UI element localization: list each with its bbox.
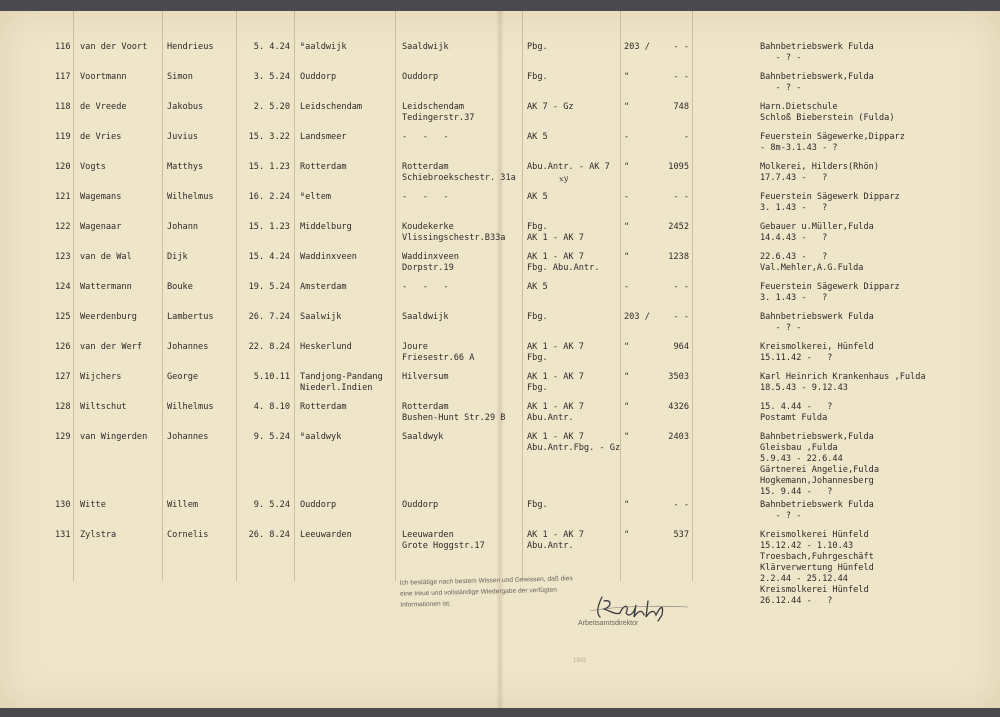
cell-address: Joure Friesestr.66 A: [402, 342, 475, 363]
cell-no: - -: [673, 500, 689, 510]
cell-pob: Heskerlund: [300, 342, 352, 352]
document-page: 116 van der Voort Hendrieus 5. 4.24 ᴮaaldwijk Saaldwijk Pbg. 203 / - - Bahnbetriebswerk Fulda - ? - 117 Voortmann Simon 3. 5.24 Ouddorp Ouddorp Fbg. " - - Bahnbetriebswerk,Fulda - ? - 118 de Vreede Jakobus 2. 5.20 Leidschendam Leidschendam Tedingerstr.37 AK 7 - Gz " 748 Harn.Dietschule Schloß Bieberstein (Fulda) 119 de Vries Juvius 15. 3.22 Landsmeer - - - AK 5 - - Feuerstein Sägewerke,Dipparz - 8m-3.1.43 - ? 120 Vogts Matthys 15. 1.23 Rotterdam Rotterdam Schiebroekschestr. 31a Abu.Antr. - AK 7 " 1095 Molkerei, Hilders(Rhön) 17.7.43 - ? 121 Wagemans Wilhelmus 16. 2.24 ᴮeltem - - - AK 5 - - - Feuerstein Sägewerk Dipparz 3. 1.43 - ? 122 Wagenaar Johann 15. 1.23 Middelburg Koudekerke Vlissingschestr.B33a Fbg. AK 1 - AK 7 " 2452 Gebauer u.Müller,Fulda 14.4.43 - ? 123 van de Wal Dijk 15. 4.24 Waddinxveen Waddinxveen Dorpstr.19 AK 1 - AK 7 Fbg. Abu.Antr. " 1238 22.6.43 - ? Val.Mehler,A.G.Fulda 124 Wattermann Bouke 19. 5.24 Amsterdam - - - AK 5 - - - Feuerstein Sägewerk Dipparz 3. 1.43 - ? 125 Weerdenburg Lambertus 26. 7.24 Saalwijk Saaldwijk Fbg. 203 / - - Bahnbetriebswerk Fulda - ? - 126 van der Werf Johannes 22. 8.24 Heskerlund Joure Friesestr.66 A AK 1 - AK 7 Fbg. " 964 Kreismolkerei, Hünfeld 15.11.42 - ? 127 Wijchers George 5.10.11 Tandjong-Pandang Niederl.Indien Hilversum AK 1 - AK 7 Fbg. " 3503 Karl Heinrich Krankenhaus ,Fulda 18.5.43 - 9.12.43 128 Wiltschut Wilhelmus 4. 8.10 Rotterdam Rotterdam Bushen-Hunt Str.29 B AK 1 - AK 7 Abu.Antr. " 4326 15. 4.44 - ? Postamt Fulda 129 van Wingerden Johannes 9. 5.24 ᴮaaldwyk Saaldwyk AK 1 - AK 7 Abu.Antr.Fbg. - Gz " 2403 Bahnbetriebswerk,Fulda Gleisbau ,Fulda 5.9.43 - 22.6.44 Gärtnerei Angelie,Fulda Hogkemann,Johannesberg 15. 9.44 - ? 130 Witte Willem 9. 5.24 Ouddorp Ouddorp Fbg. " - - Bahnbetriebswerk Fulda - ? - 131 Zylstra Cornelis 26. 8.24 Leeuwarden Leeuwarden Grote Hoggstr.17 AK 1 - AK 7 Abu.Antr. " 537 Kreismolkerei Hünfeld 15.12.42 - 1.10.43 Troesbach,Fuhrgeschäft Klärverwertung Hünfeld 2.2.44 - 25.12.44 Kreismolkerei Hünfeld 26.12.44 - ? xy Ich bestätige nach bestem Wissen und Gewissen, daß dies eine treue und vollständige Wiedergabe der verfügten Informationen ist. Arbeitsamtsdirektor 1902: [0, 11, 1000, 708]
cell-address: Rotterdam Bushen-Hunt Str.29 B: [402, 402, 506, 423]
cell-surname: Weerdenburg: [80, 312, 137, 322]
cell-dob: 15. 1.23: [248, 222, 290, 232]
cell-pob: Saalwijk: [300, 312, 342, 322]
cell-address: Ouddorp: [402, 72, 439, 82]
cell-nat: AK 5: [527, 282, 548, 292]
cell-nat: AK 1 - AK 7 Abu.Antr.: [527, 402, 584, 423]
cell-address: Saaldwijk: [402, 42, 449, 52]
cell-no: 537: [673, 530, 689, 540]
cell-surname: de Vreede: [80, 102, 127, 112]
cell-given: Dijk: [167, 252, 188, 262]
cell-nat: Fbg.: [527, 500, 548, 510]
cell-code: ": [624, 432, 630, 442]
cell-num: 118: [55, 102, 71, 112]
cell-employer: Feuerstein Sägewerke,Dipparz - 8m-3.1.43 - ?: [760, 132, 905, 153]
cell-no: 1095: [668, 162, 689, 172]
cell-given: Hendrieus: [167, 42, 214, 52]
cell-pob: Leeuwarden: [300, 530, 352, 540]
cell-num: 120: [55, 162, 71, 172]
cell-no: -: [683, 132, 689, 142]
cell-no: - -: [673, 192, 689, 202]
cell-employer: 15. 4.44 - ? Postamt Fulda: [760, 402, 833, 423]
cell-surname: Wiltschut: [80, 402, 127, 412]
cell-code: ": [624, 102, 630, 112]
cell-employer: Harn.Dietschule Schloß Bieberstein (Fulda): [760, 102, 895, 123]
cell-code: ": [624, 530, 630, 540]
cell-given: Bouke: [167, 282, 193, 292]
cell-address: Waddinxveen Dorpstr.19: [402, 252, 459, 273]
cell-code: ": [624, 72, 630, 82]
cell-num: 125: [55, 312, 71, 322]
cell-employer: Bahnbetriebswerk,Fulda - ? -: [760, 72, 874, 93]
cell-dob: 26. 8.24: [248, 530, 290, 540]
cell-dob: 22. 8.24: [248, 342, 290, 352]
cell-dob: 15. 1.23: [248, 162, 290, 172]
cell-code: ": [624, 500, 630, 510]
cell-surname: Wijchers: [80, 372, 122, 382]
cell-pob: Ouddorp: [300, 500, 337, 510]
cell-employer: Bahnbetriebswerk Fulda - ? -: [760, 500, 874, 521]
cell-given: Wilhelmus: [167, 192, 214, 202]
cell-employer: Molkerei, Hilders(Rhön) 17.7.43 - ?: [760, 162, 879, 183]
cell-surname: van der Voort: [80, 42, 148, 52]
cell-pob: ᴮaaldwyk: [300, 432, 342, 442]
column-rule: [236, 11, 237, 581]
cell-employer: 22.6.43 - ? Val.Mehler,A.G.Fulda: [760, 252, 864, 273]
cell-surname: van der Werf: [80, 342, 143, 352]
cell-code: -: [624, 282, 630, 292]
column-rule: [73, 11, 74, 581]
cell-no: 964: [673, 342, 689, 352]
cell-pob: ᴮeltem: [300, 192, 332, 202]
cell-code: 203 /: [624, 312, 650, 322]
cell-pob: Landsmeer: [300, 132, 347, 142]
cell-dob: 3. 5.24: [253, 72, 290, 82]
cell-no: - -: [673, 72, 689, 82]
cell-pob: Amsterdam: [300, 282, 347, 292]
cell-address: - - -: [402, 192, 449, 202]
cell-no: - -: [673, 312, 689, 322]
cell-nat: AK 5: [527, 132, 548, 142]
cell-surname: de Vries: [80, 132, 122, 142]
cell-address: Hilversum: [402, 372, 449, 382]
cell-dob: 15. 3.22: [248, 132, 290, 142]
signature: [590, 593, 690, 623]
cell-no: 2452: [668, 222, 689, 232]
cell-given: Johannes: [167, 432, 209, 442]
cell-given: Matthys: [167, 162, 204, 172]
cell-employer: Feuerstein Sägewerk Dipparz 3. 1.43 - ?: [760, 192, 900, 213]
cell-code: ": [624, 402, 630, 412]
cell-no: 2403: [668, 432, 689, 442]
cell-given: Simon: [167, 72, 193, 82]
cell-nat: AK 5: [527, 192, 548, 202]
cell-pob: Leidschendam: [300, 102, 363, 112]
cell-employer: Bahnbetriebswerk Fulda - ? -: [760, 312, 874, 333]
cell-dob: 2. 5.20: [253, 102, 290, 112]
cell-no: - -: [673, 282, 689, 292]
cell-code: ": [624, 222, 630, 232]
cell-nat: AK 1 - AK 7 Abu.Antr.: [527, 530, 584, 551]
certification-text: Ich bestätige nach bestem Wissen und Gewissen, daß dies eine treue und vollständige Wiedergabe der verfügten Informationen ist.: [399, 575, 573, 609]
cell-given: Willem: [167, 500, 199, 510]
cell-address: Koudekerke Vlissingschestr.B33a: [402, 222, 506, 243]
cell-nat: Fbg.: [527, 72, 548, 82]
cell-surname: Wattermann: [80, 282, 132, 292]
cell-nat: Fbg. AK 1 - AK 7: [527, 222, 584, 243]
cell-address: Leeuwarden Grote Hoggstr.17: [402, 530, 485, 551]
cell-given: Wilhelmus: [167, 402, 214, 412]
page-stamp: 1902: [573, 658, 587, 664]
cell-num: 119: [55, 132, 71, 142]
cell-surname: Zylstra: [80, 530, 117, 540]
cell-num: 131: [55, 530, 71, 540]
cell-dob: 15. 4.24: [248, 252, 290, 262]
cell-num: 129: [55, 432, 71, 442]
cell-dob: 9. 5.24: [253, 500, 290, 510]
cell-no: 1238: [668, 252, 689, 262]
cell-surname: van de Wal: [80, 252, 132, 262]
cell-address: Ouddorp: [402, 500, 439, 510]
column-rule: [692, 11, 693, 581]
cell-num: 117: [55, 72, 71, 82]
cell-dob: 9. 5.24: [253, 432, 290, 442]
cell-nat: AK 1 - AK 7 Fbg.: [527, 342, 584, 363]
column-rule: [620, 11, 621, 581]
cell-nat: Abu.Antr. - AK 7: [527, 162, 610, 172]
cell-address: - - -: [402, 132, 449, 142]
cell-employer: Feuerstein Sägewerk Dipparz 3. 1.43 - ?: [760, 282, 900, 303]
cell-nat: Fbg.: [527, 312, 548, 322]
cell-num: 127: [55, 372, 71, 382]
cell-surname: Voortmann: [80, 72, 127, 82]
cell-num: 116: [55, 42, 71, 52]
cell-num: 122: [55, 222, 71, 232]
cell-code: -: [624, 192, 630, 202]
cell-dob: 26. 7.24: [248, 312, 290, 322]
cell-pob: Waddinxveen: [300, 252, 357, 262]
cell-no: 3503: [668, 372, 689, 382]
cell-surname: Witte: [80, 500, 106, 510]
cell-no: 4326: [668, 402, 689, 412]
cell-employer: Bahnbetriebswerk Fulda - ? -: [760, 42, 874, 63]
cell-given: Jakobus: [167, 102, 204, 112]
cell-nat: AK 1 - AK 7 Fbg. Abu.Antr.: [527, 252, 600, 273]
cell-surname: van Wingerden: [80, 432, 148, 442]
cell-code: -: [624, 132, 630, 142]
cell-pob: Rotterdam: [300, 162, 347, 172]
column-rule: [395, 11, 396, 581]
cell-code: ": [624, 162, 630, 172]
cell-dob: 5.10.11: [253, 372, 290, 382]
cell-pob: Ouddorp: [300, 72, 337, 82]
cell-given: Johannes: [167, 342, 209, 352]
cell-num: 124: [55, 282, 71, 292]
cell-pob: ᴮaaldwijk: [300, 42, 347, 52]
cell-address: Saaldwijk: [402, 312, 449, 322]
cell-num: 126: [55, 342, 71, 352]
cell-no: 748: [673, 102, 689, 112]
cell-given: Lambertus: [167, 312, 214, 322]
cell-address: - - -: [402, 282, 449, 292]
cell-employer: Kreismolkerei, Hünfeld 15.11.42 - ?: [760, 342, 874, 363]
cell-address: Saaldwyk: [402, 432, 444, 442]
signature-title: Arbeitsamtsdirektor: [578, 620, 639, 627]
cell-code: ": [624, 342, 630, 352]
cell-given: George: [167, 372, 199, 382]
cell-employer: Karl Heinrich Krankenhaus ,Fulda 18.5.43 - 9.12.43: [760, 372, 926, 393]
cell-dob: 5. 4.24: [253, 42, 290, 52]
cell-num: 128: [55, 402, 71, 412]
cell-employer: Bahnbetriebswerk,Fulda Gleisbau ,Fulda 5.9.43 - 22.6.44 Gärtnerei Angelie,Fulda Hogkemann,Johannesberg 15. 9.44 - ?: [760, 432, 879, 497]
cell-dob: 19. 5.24: [248, 282, 290, 292]
cell-address: Leidschendam Tedingerstr.37: [402, 102, 475, 123]
cell-address: Rotterdam Schiebroekschestr. 31a: [402, 162, 516, 183]
cell-pob: Rotterdam: [300, 402, 347, 412]
column-rule: [522, 11, 523, 581]
cell-num: 123: [55, 252, 71, 262]
cell-nat: AK 1 - AK 7 Fbg.: [527, 372, 584, 393]
cell-dob: 4. 8.10: [253, 402, 290, 412]
cell-surname: Wagemans: [80, 192, 122, 202]
cell-pob: Tandjong-Pandang Niederl.Indien: [300, 372, 383, 393]
column-rule: [294, 11, 295, 581]
cell-nat: Pbg.: [527, 42, 548, 52]
cell-surname: Wagenaar: [80, 222, 122, 232]
cell-nat: AK 7 - Gz: [527, 102, 574, 112]
cell-code: 203 /: [624, 42, 650, 52]
cell-surname: Vogts: [80, 162, 106, 172]
cell-dob: 16. 2.24: [248, 192, 290, 202]
cell-code: ": [624, 372, 630, 382]
cell-nat: AK 1 - AK 7 Abu.Antr.Fbg. - Gz: [527, 432, 621, 453]
cell-no: - -: [673, 42, 689, 52]
cell-num: 121: [55, 192, 71, 202]
cell-pob: Middelburg: [300, 222, 352, 232]
cell-code: ": [624, 252, 630, 262]
cell-num: 130: [55, 500, 71, 510]
cell-given: Johann: [167, 222, 199, 232]
cell-employer: Gebauer u.Müller,Fulda 14.4.43 - ?: [760, 222, 874, 243]
column-rule: [162, 11, 163, 581]
cell-employer: Kreismolkerei Hünfeld 15.12.42 - 1.10.43 Troesbach,Fuhrgeschäft Klärverwertung Hünfeld 2.2.44 - 25.12.44 Kreismolkerei Hünfeld 26.12.44 - ?: [760, 530, 874, 606]
cell-given: Juvius: [167, 132, 199, 142]
cell-given: Cornelis: [167, 530, 209, 540]
